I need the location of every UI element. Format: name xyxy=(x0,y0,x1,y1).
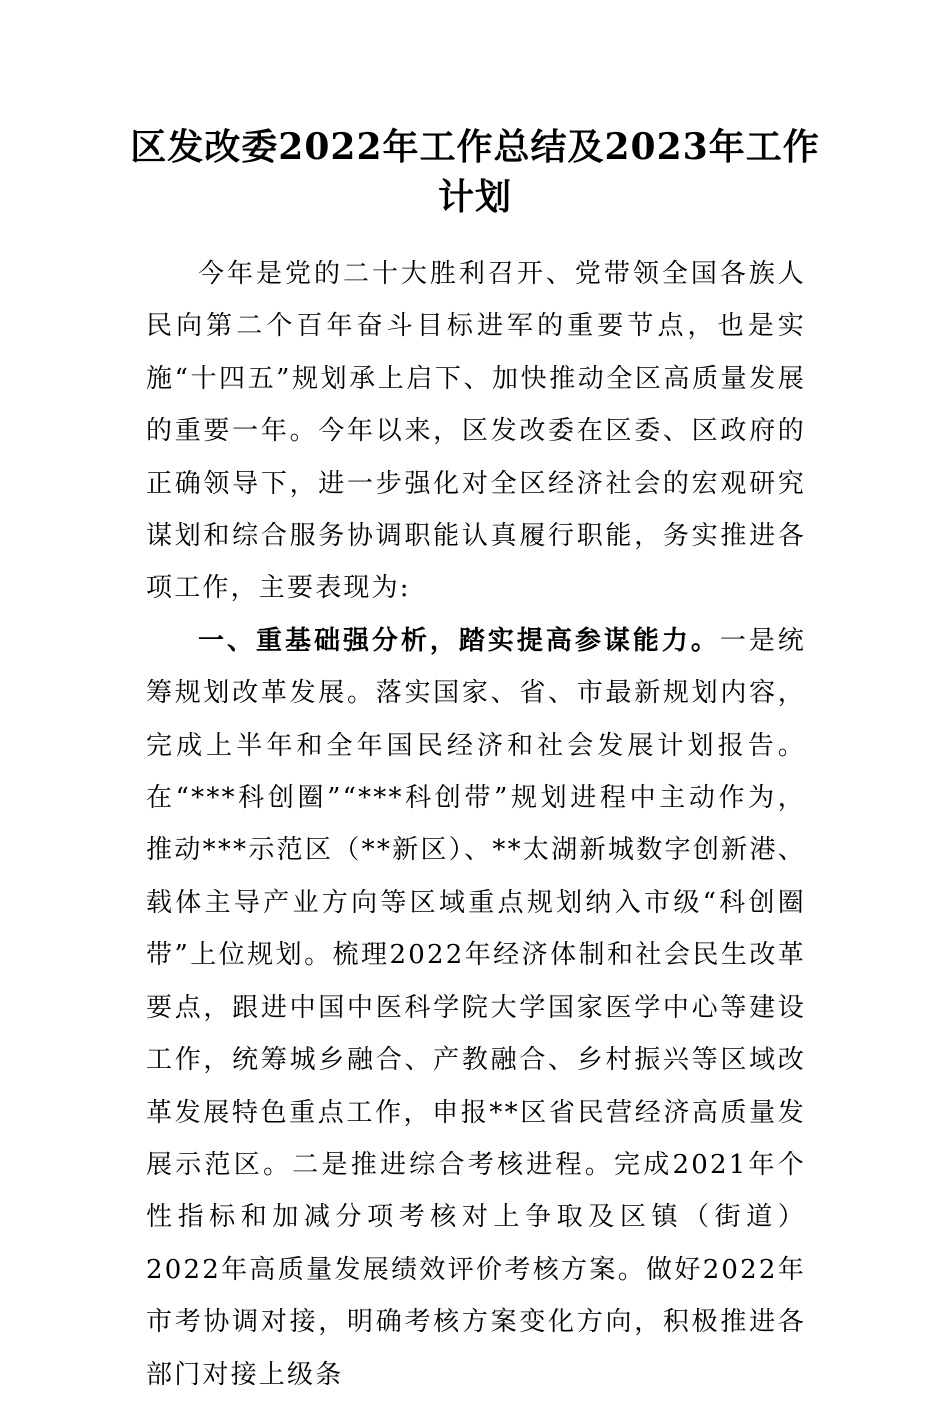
section-1-heading: 一、重基础强分析，踏实提高参谋能力。 xyxy=(198,625,720,656)
section-1-body: 一是统筹规划改革发展。落实国家、省、市最新规划内容，完成上半年和全年国民经济和社会发展计划报告。在“***科创圈”“***科创带”规划进程中主动作为，推动***示范区（**新区）、**太湖新城数字创新港、载体主导产业方向等区域重点规划纳入市级“科创圈带”上位规划。梳理2022年经济体制和社会民生改革要点，跟进中国中医科学院大学国家医学中心等建设工作，统筹城乡融合、产教融合、乡村振兴等区域改革发展特色重点工作，申报**区省民营经济高质量发展示范区。二是推进综合考核进程。完成2021年个性指标和加减分项考核对上争取及区镇（街道）2022年高质量发展绩效评价考核方案。做好2022年市考协调对接，明确考核方案变化方向，积极推进各部门对接上级条 xyxy=(146,625,806,1390)
document-title: 区发改委2022年工作总结及2023年工作计划 xyxy=(130,126,820,218)
section-1-paragraph xyxy=(146,615,806,1401)
intro-paragraph: 今年是党的二十大胜利召开、党带领全国各族人民向第二个百年奋斗目标进军的重要节点，也是实施“十四五”规划承上启下、加快推动全区高质量发展的重要一年。今年以来，区发改委在区委、区政府的正确领导下，进一步强化对全区经济社会的宏观研究谋划和综合服务协调职能认真履行职能，务实推进各项工作，主要表现为: xyxy=(146,259,806,604)
document-body xyxy=(146,248,806,1401)
